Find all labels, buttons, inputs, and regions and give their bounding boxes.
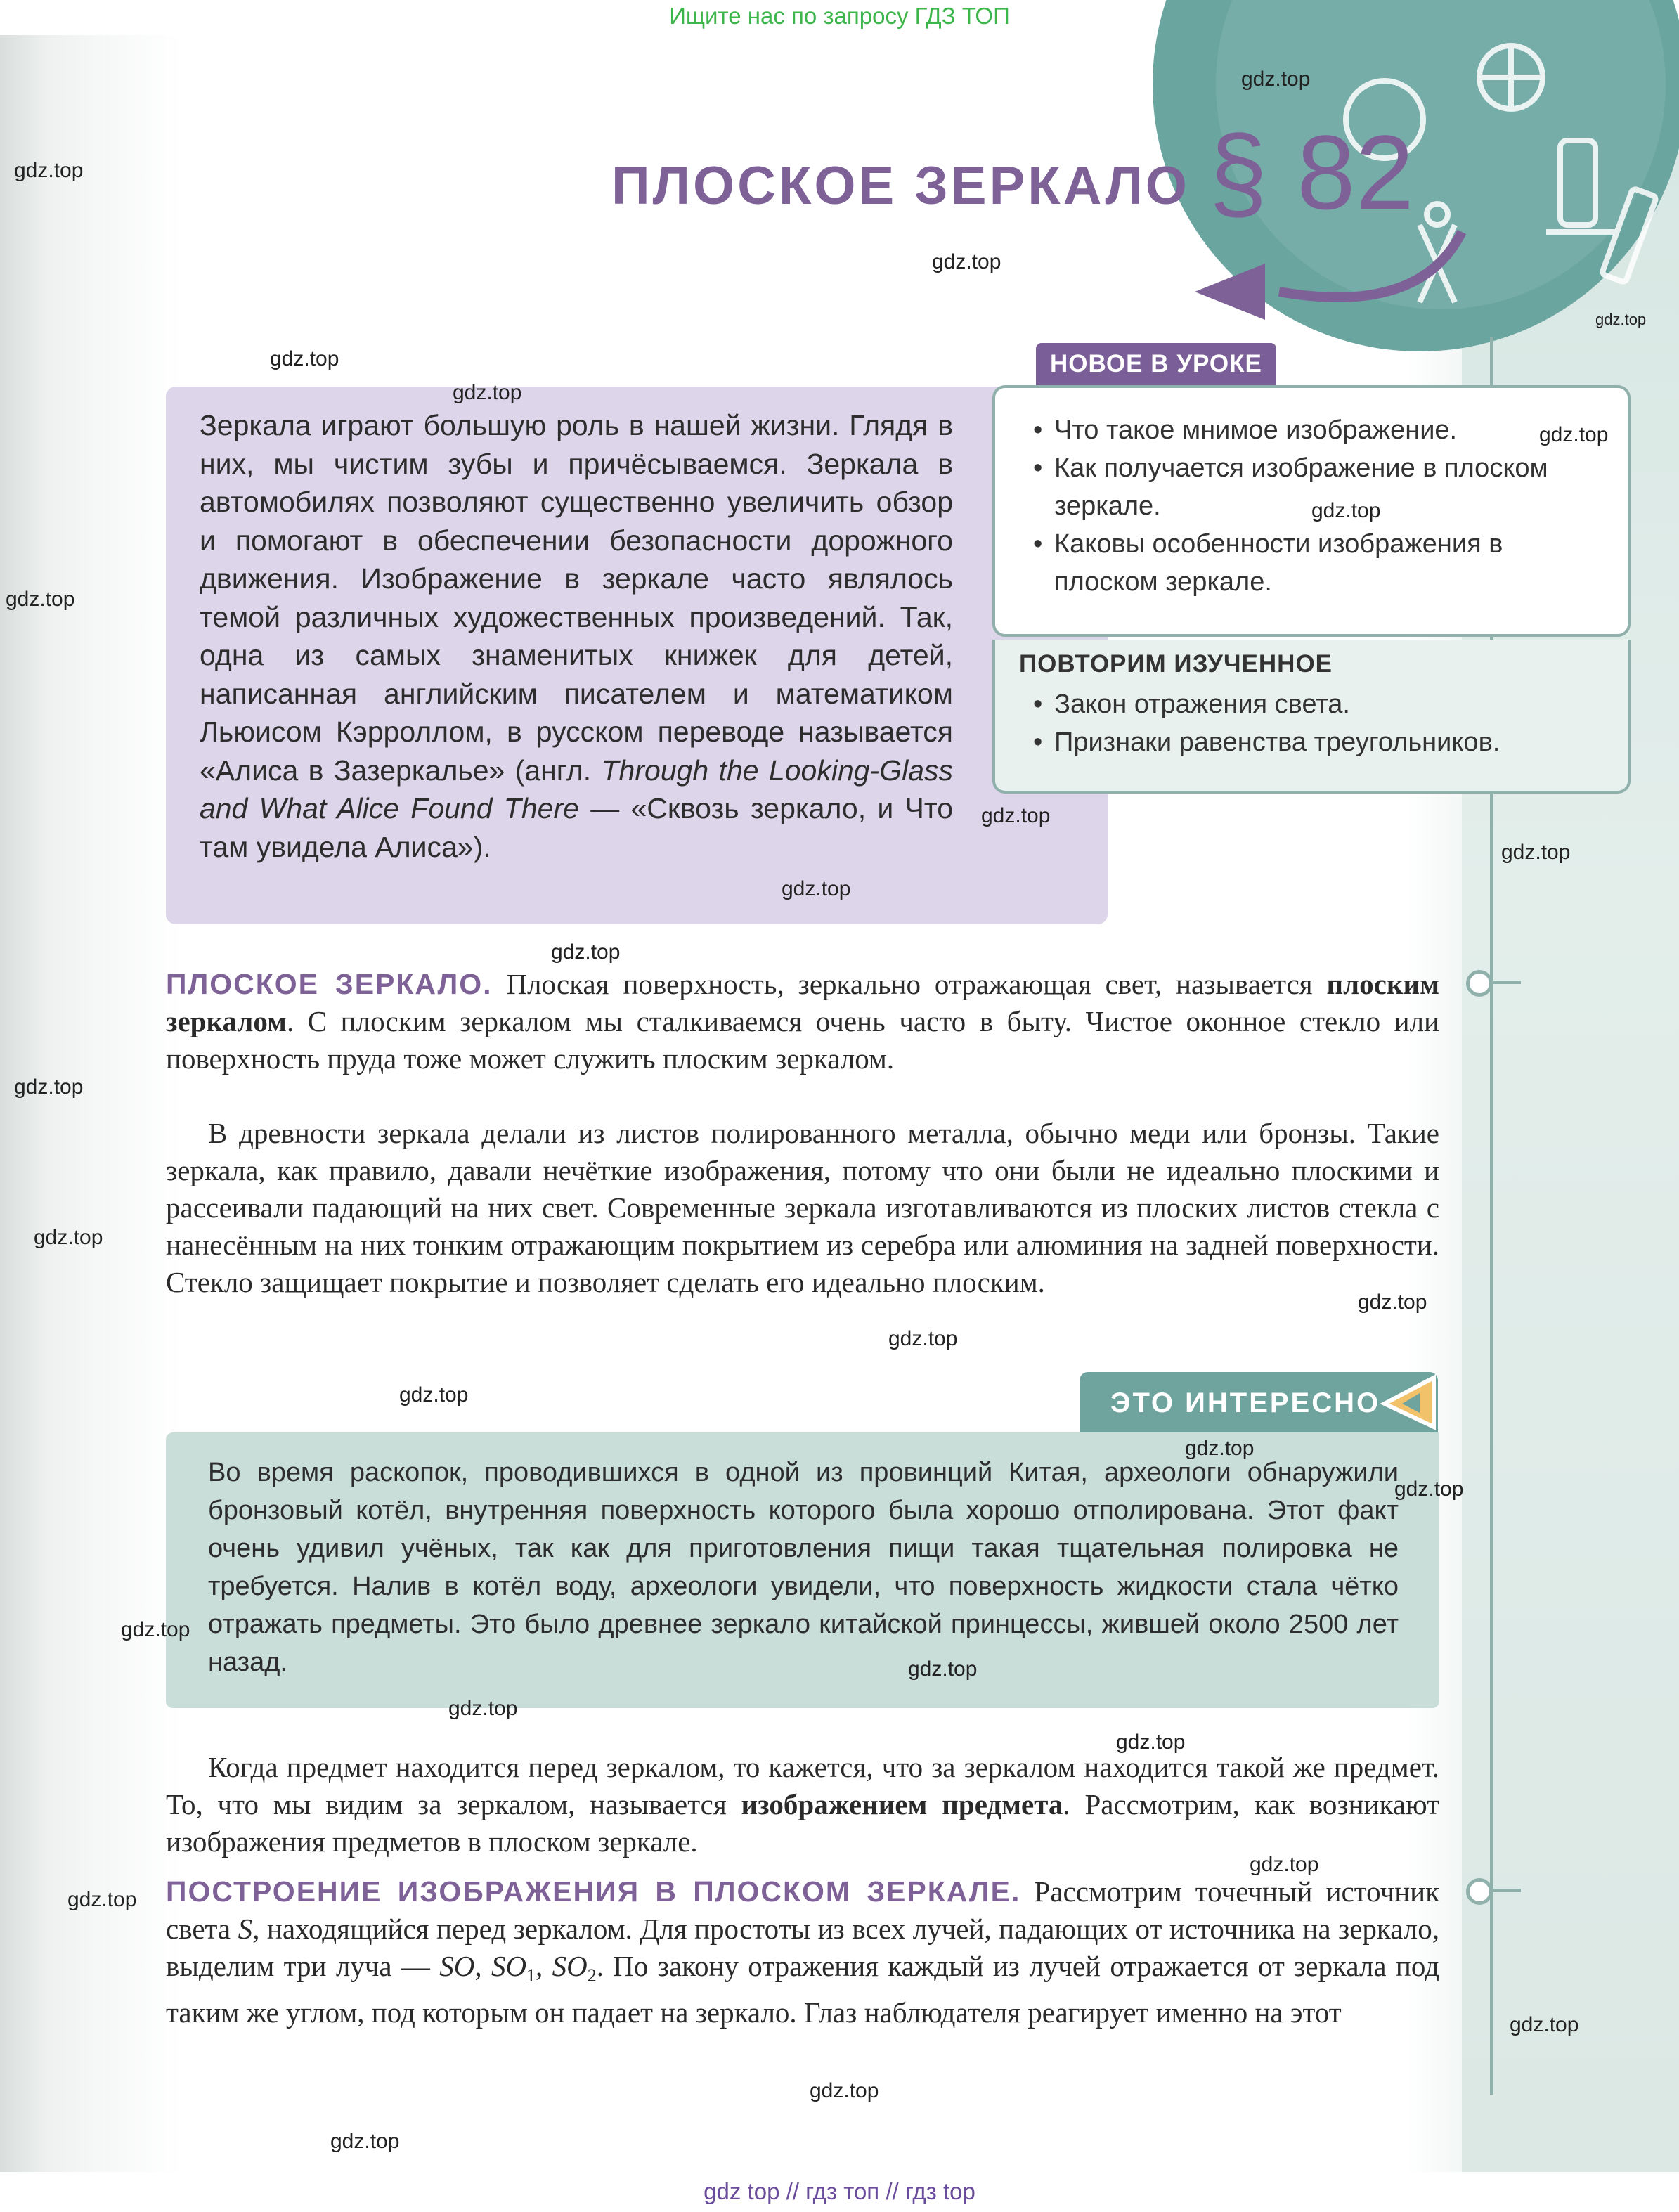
- interesting-text: Во время раскопок, проводившихся в одной из провинций Китая, археологи обнаружили бронзовый котёл, внутренняя поверхность которого была хорошо отполирована. Этот факт очень удивил учёных, так как для приготовления пищи такая тщательная полировка не требуется. Налив в котёл воду, археологи увидели, что поверхность жидкости стала чётко отражать предметы. Это было древнее зеркало китайской принцессы, жившей около 2500 лет назад.: [208, 1458, 1399, 1677]
- watermark: gdz.top: [1185, 1437, 1255, 1460]
- watermark: gdz.top: [14, 1075, 84, 1099]
- watermark: gdz.top: [932, 250, 1001, 273]
- watermark: gdz.top: [1595, 311, 1647, 328]
- watermark: gdz.top: [1394, 1477, 1464, 1501]
- review-list: [1033, 685, 1595, 761]
- watermark: gdz.top: [810, 2079, 879, 2102]
- interesting-label: ЭТО ИНТЕРЕСНО: [1110, 1388, 1381, 1418]
- watermark: gdz.top: [1501, 841, 1571, 864]
- review-label: ПОВТОРИМ ИЗУЧЕННОЕ: [1019, 650, 1333, 678]
- watermark: gdz.top: [121, 1618, 190, 1641]
- section1-paragraph-2: В древности зеркала делали из листов полированного металла, обычно меди или бронзы. Такие зеркала, как правило, давали нечёткие изображения, потому что они были не идеально плоскими и рассеивали падающий на них свет. Современные зеркала изготавливаются из плоских листов стекла с нанесённым на них тонким отражающим покрытием из серебра или алюминия на задней поверхности. Стекло защищает покрытие и позволяет сделать его идеально плоским.: [166, 1117, 1439, 1298]
- watermark: gdz.top: [448, 1697, 518, 1720]
- watermark: gdz.top: [6, 588, 75, 611]
- watermark: gdz.top: [67, 1888, 137, 1911]
- new-in-lesson-label: НОВОЕ В УРОКЕ: [1036, 343, 1276, 385]
- bottom-banner[interactable]: gdz top // гдз топ // гдз top: [704, 2178, 975, 2204]
- image-of-object-paragraph: Когда предмет находится перед зеркалом, то кажется, что за зеркалом находится такой же предмет. То, что мы видим за зеркалом, называется изображением предмета. Рассмотрим, как возникают изображения предметов в плоском зеркале.: [166, 1751, 1439, 1858]
- watermark: gdz.top: [782, 877, 851, 900]
- section-marker-1: [1466, 970, 1493, 997]
- watermark: gdz.top: [1358, 1291, 1427, 1314]
- book-spine-shadow: [0, 35, 105, 2172]
- watermark: gdz.top: [34, 1226, 103, 1249]
- right-margin-panel: [1462, 35, 1679, 2172]
- watermark: gdz.top: [399, 1383, 469, 1406]
- list-item: • Что такое мнимое изображение.: [1033, 415, 1458, 445]
- list-item: • Как получается изображение в плоском зеркале.: [1033, 453, 1548, 521]
- watermark: gdz.top: [551, 940, 621, 964]
- list-item: • Признаки равенства треугольников.: [1033, 727, 1500, 757]
- triangle-icon: [1377, 1372, 1441, 1432]
- curved-arrow-icon: [1188, 225, 1469, 323]
- construction-paragraph: ПОСТРОЕНИЕ ИЗОБРАЖЕНИЯ В ПЛОСКОМ ЗЕРКАЛЕ. Рассмотрим точечный источник света S, находящийся перед зеркалом. Для простоты из всех лучей, падающих от источника на зеркало, выделим три луча — SO, $SO_1$, $SO_2$. По закону отражения каждый из лучей отражается от зеркала под таким же углом, под которым он падает на зеркало. Глаз наблюдателя реагирует именно на этот: [166, 1875, 1440, 2029]
- section1-paragraph: ПЛОСКОЕ ЗЕРКАЛО. Плоская поверхность, зеркально отражающая свет, называется плоским зеркалом. С плоским зеркалом мы сталкиваемся очень часто в быту. Чистое оконное стекло или поверхность пруда тоже может служить плоским зеркалом.: [166, 968, 1439, 1075]
- page-title: ПЛОСКОЕ ЗЕРКАЛО: [611, 156, 1190, 216]
- list-item: • Закон отражения света.: [1033, 690, 1350, 719]
- watermark: gdz.top: [270, 347, 339, 370]
- watermark: gdz.top: [908, 1657, 978, 1681]
- watermark: gdz.top: [1250, 1853, 1319, 1876]
- section-marker-link: [1493, 1889, 1521, 1892]
- watermark: gdz.top: [1116, 1731, 1186, 1754]
- section-marker-link: [1493, 981, 1521, 984]
- watermark: gdz.top: [330, 2130, 400, 2153]
- watermark: gdz.top: [1241, 67, 1311, 91]
- section-marker-2: [1466, 1878, 1493, 1905]
- watermark: gdz.top: [888, 1327, 958, 1350]
- list-item: • Каковы особенности изображения в плоском зеркале.: [1033, 529, 1503, 597]
- watermark: gdz.top: [1510, 2013, 1579, 2036]
- watermark: gdz.top: [981, 804, 1051, 827]
- watermark: gdz.top: [1539, 423, 1609, 446]
- watermark: gdz.top: [1311, 499, 1381, 522]
- intro-text: Зеркала играют большую роль в нашей жизни. Глядя в них, мы чистим зубы и причёсываемся. Зеркала в автомобилях позволяют существенно увеличить обзор и помогают в обеспечении безопасности дорожного движения. Изображение в зеркале часто являлось темой различных художественных произведений. Так, одна из самых знаменитых книжек для детей, написанная английским писателем и математиком Льюисом Кэрроллом, в русском переводе называется «Алиса в Зазеркалье» (англ. Through the Looking-Glass and What Alice Found There — «Сквозь зеркало, и Что там увидела Алиса»).: [200, 409, 953, 863]
- paragraph-number: § 82: [1209, 113, 1414, 231]
- top-banner[interactable]: Ищите нас по запросу ГДЗ ТОП: [669, 3, 1010, 29]
- watermark: gdz.top: [14, 159, 84, 182]
- watermark: gdz.top: [453, 381, 522, 404]
